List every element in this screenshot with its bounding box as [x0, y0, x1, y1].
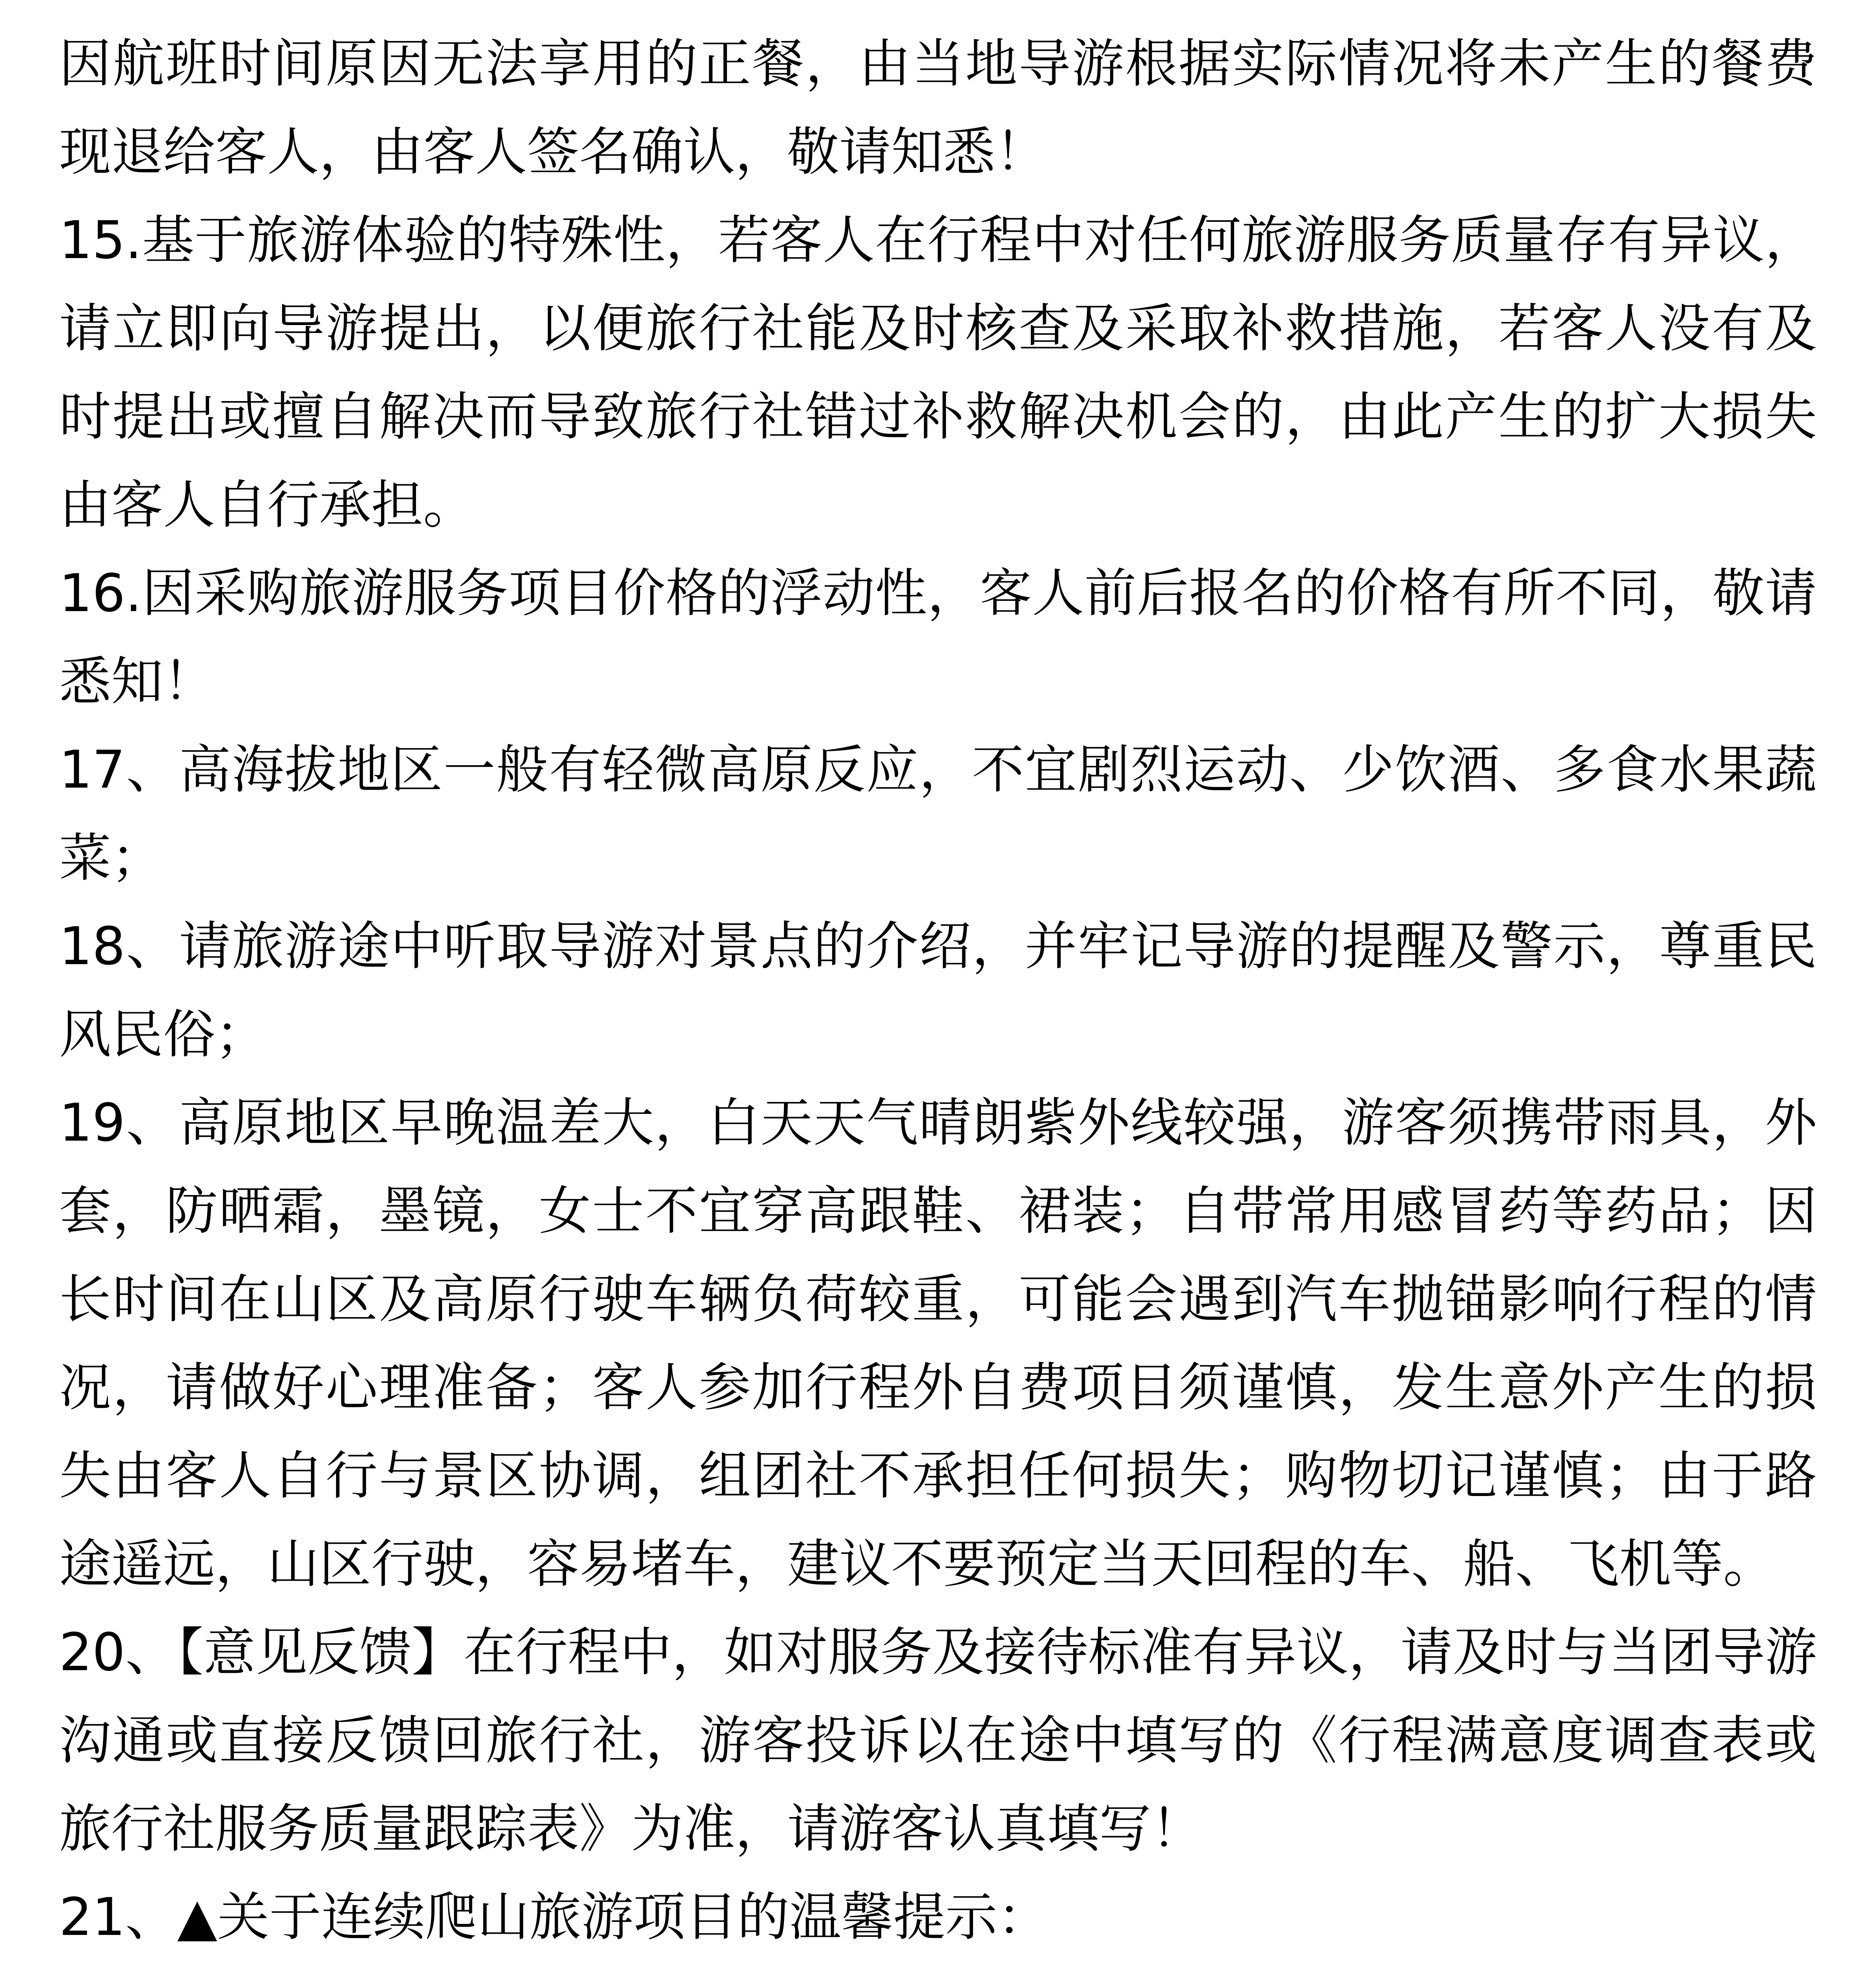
paragraph-item-17: 17、高海拔地区一般有轻微高原反应，不宜剧烈运动、少饮酒、多食水果蔬菜；: [59, 740, 1817, 888]
paragraph-meal-refund: 因航班时间原因无法享用的正餐，由当地导游根据实际情况将未产生的餐费现退给客人，由客人签名确认，敬请知悉！: [59, 33, 1817, 182]
paragraph-item-21-heading: 21、▲关于连续爬山旅游项目的温馨提示：: [59, 1887, 1049, 1948]
paragraph-item-20: 20、【意见反馈】在行程中，如对服务及接待标准有异议，请及时与当团导游沟通或直接反馈回旅行社，游客投诉以在途中填写的《行程满意度调查表或旅行社服务质量跟踪表》为准，请游客认真填写！: [59, 1622, 1817, 1859]
paragraph-item-21-tip-1: [59, 1961, 1817, 1970]
paragraph-item-15: 15.基于旅游体验的特殊性，若客人在行程中对任何旅游服务质量存有异议，请立即向导游提出，以便旅行社能及时核查及采取补救措施，若客人没有及时提出或擅自解决而导致旅行社错过补救解决机会的，由此产生的扩大损失由客人自行承担。: [59, 210, 1817, 535]
paragraph-item-18: 18、请旅游途中听取导游对景点的介绍，并牢记导游的提醒及警示，尊重民风民俗；: [59, 916, 1817, 1065]
paragraph-item-19: 19、高原地区早晚温差大，白天天气晴朗紫外线较强，游客须携带雨具，外套，防晒霜，墨镜，女士不宜穿高跟鞋、裙装；自带常用感冒药等药品；因长时间在山区及高原行驶车辆负荷较重，可能会遇到汽车抛锚影响行程的情况，请做好心理准备；客人参加行程外自费项目须谨慎，发生意外产生的损失由客人自行与景区协调，组团社不承担任何损失；购物切记谨慎；由于路途遥远，山区行驶，容易堵车，建议不要预定当天回程的车、船、飞机等。: [59, 1093, 1817, 1595]
paragraph-item-16: 16.因采购旅游服务项目价格的浮动性，客人前后报名的价格有所不同，敬请悉知！: [59, 563, 1817, 712]
